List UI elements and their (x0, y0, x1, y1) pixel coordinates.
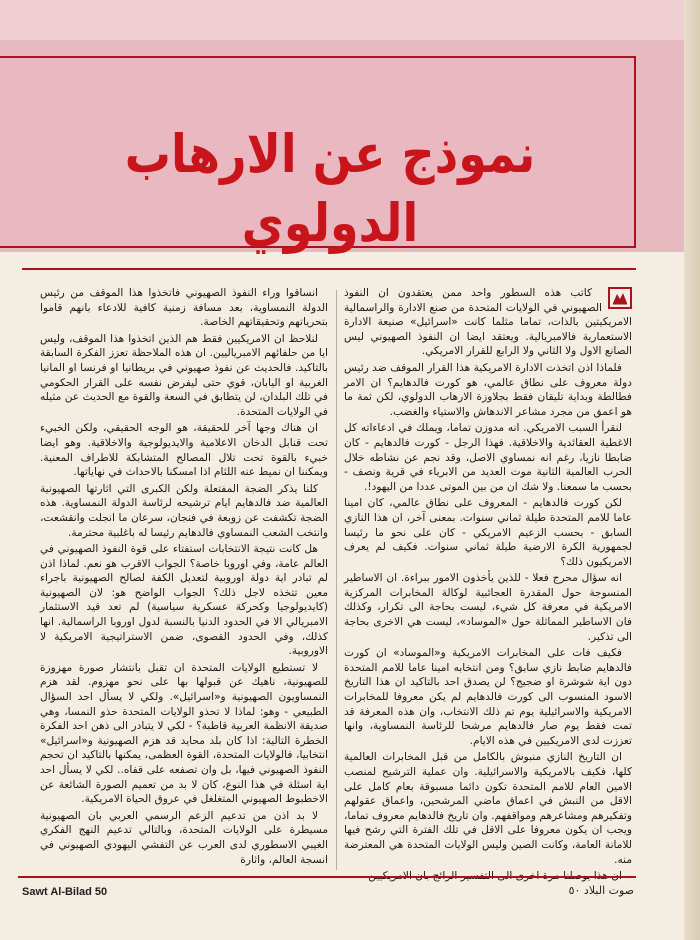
paragraph: انه سؤال محرج فعلا - للذين يأخذون الامور ببراءة. ان الاساطير المنسوجة حول المقدرة العجائبية لوكالة المخابرات المركزية الامريكية في معرفة كل شيء، ليست بحاجة الى تكرار، وكذلك فان الاساطير المماثلة حول «الموساد»، ليست هي الاخرى بحاجة الى تذكير. (344, 572, 632, 643)
paragraph: انساقوا وراء النفوذ الصهيوني فاتخذوا هذا الموقف من رئيس الدولة النمساوية، بعد مسافة زمنية كافية للادعاء بانهم قاموا بتحرياتهم وتحقيقاتهم الخاصة. (40, 287, 328, 329)
paragraph: فكيف فات على المخابرات الامريكية و«الموساد» ان كورت فالدهايم ضابط نازي سابق؟ ومن انتخابه امينا عاما للامم المتحدة دون اية شوشرة او ضجيج؟ لن يصدق احد بالتاكيد ان هذا التاريخ الاسود المنسوب الى كورت فالدهايم لم يكن معروفا للمخابرات الامريكية والاسرائيلية يوم تم ذلك الانتخاب، وان هذه المعرفة قد تمت فقط يوم صار فالدهايم مرشحا للرئاسة النمساوية، وانها تعززت لدى الامريكيين في هذه الايام. (344, 647, 632, 747)
footer-magazine-name-arabic: صوت البلاد ٥٠ (568, 884, 634, 897)
paragraph: لا بد اذن من تدعيم الزعم الرسمي العربي بان الصهيونية مسيطرة على الولايات المتحدة، وبالتالي تدعيم النهج الفكري الغيبي الاسطوري لدى العرب عن التفشي اليهودي الصهيوني في انسجة العالم، واثارة (40, 809, 328, 866)
bottom-red-rule (18, 876, 636, 878)
paragraph: لكن كورت فالدهايم - المعروف على نطاق عالمي، كان امينا عاما للامم المتحدة طيلة ثماني سنوات. بمعنى آخر، ان هذا النازي السابق - بحسب الزعيم الامريكي - كان على نحو ما رئيسا لجمهورية الكرة الارضية طيلة ثماني سنوات. فكيف لم يعرف الامريكيون ذلك؟ (344, 497, 632, 568)
magazine-logo-icon (608, 287, 632, 309)
banner-top-strip (0, 0, 700, 40)
paragraph: لنقرأ السبب الامريكي. انه مدوزن تماما، ويملك في ادعاءاته كل الاغطية العقائدية والاخلاقية. فهذا الرجل - كورت فالدهايم - كان ضابطا نازيا، رغم انه نمساوي الاصل، وقد نجم عن نشاطه خلال الحرب العالمية الثانية موت العديد من الابرياء في قرية ونصف - بحسب ما سمعنا. ولا شك ان من بين الموتى عددا من اليهود!. (344, 422, 632, 493)
top-red-rule (22, 268, 636, 270)
paragraph: فلماذا اذن اتخذت الادارة الامريكية هذا القرار الموقف ضد رئيس دولة معروف على نطاق عالمي، هو كورت فالدهايم؟ ان الامر فطالطة وبداية تليقان فقط بجلاوزة الارهاب الدولوي، لكن ثمة ما هو اعمق من مجرد مشاعر الاندهاش والاستياء والغضب. (344, 361, 632, 418)
paragraph: كاتب هذه السطور واحد ممن يعتقدون ان النفوذ الصهيوني في الولايات المتحدة من صنع الادارة والراسمالية الامريكيتين بالذات، تماما مثلما كانت «اسرائيل» صنيعة الادارة الاستعمارية فالامبريالية. ويعتقد ايضا ان النفوذ الصهيوني ليس الصانع الاول ولا الثاني ولا الرابع للقرار الامريكي. (344, 287, 632, 358)
article-title: نموذج عن الارهاب الدولوي (124, 122, 536, 254)
footer-magazine-name-english: Sawt Al-Bilad 50 (22, 886, 108, 898)
paragraph: كلنا يذكر الضجة المفتعلة ولكن الكبرى التي اثارتها الصهيونية العالمية ضد فالدهايم ايام ترشيحه لرئاسة الدولة النمساوية. هذه الضجة تكشفت عن زوبعة في فنجان، سرعان ما انجلت وانقشعت، وانتخب الشعب النمساوي فالدهايم رئيسا له باغلبية محترمة. (40, 482, 328, 539)
paragraph: لا تستطيع الولايات المتحدة ان تقبل بانتشار صورة مهزوزة للصهيونية، ناهيك عن قبولها بها على نحو مهزوم. لقد هزم النمساويون الصهيونية و«اسرائيل». ولكي لا يسأل احد السؤال الطبيعي - وهو: لماذا لا تحذو الولايات المتحدة حذو النمسا، وهي صديقة الانظمة العربية قاطبة؟ - لكي لا يتبادر الى ذهن احد الفكرة الخطرة التالية: اذا كان بلد محايد قد هزم الصهيونية و«اسرائيل» انتخابيا، فالولايات المتحدة، القوة العظمى، يمكنها بالتاكيد ان تحجم النفوذ الصهيوني فيها، بل وان تصفعه على قفاه.. لكي لا يسأل احد اية اسئلة في هذا النوع، كان لا بد من تعميم الصورة الشائعة عن الاخطبوط الصهيوني المتغلغل في عروق الحياة الامريكية. (40, 661, 328, 806)
column-divider (336, 290, 337, 870)
paragraph: ان هناك وجها آخر للحقيقة، هو الوجه الحقيقي، ولكن الخبيء تحت قنابل الدخان الاعلامية والايديولوجية والاخلاقية. وهو ايضا خبيء بالقوة تحت تلال المصالح المتشابكة للاطراف المعنية. ويمكننا ان نميط عنه اللثام اذا امسكنا بالاحداث في نهاياتها. (40, 422, 328, 479)
paragraph: لنلاحظ ان الامريكيين فقط هم الذين اتخذوا هذا الموقف، وليس ايا من حلفائهم الامبرياليين. ان هذه الملاحظة تعزز الفكرة السابقة بالتاكيد. فالحديث عن نفوذ صهيوني في بريطانيا او فرنسا او المانيا الغربية او اليابان، قوي حتى ليفرض نفسه على القرار الحكومي في تلك البلدان، لن يتطابق في السعة والقوة مع الحديث عن مثيله في الولايات المتحدة. (40, 332, 328, 418)
paragraph: ان التاريخ النازي منبوش بالكامل من قبل المخابرات العالمية كلها، فكيف بالامريكية والاسرائيلية. وان عملية الترشيح لمنصب الامين العام للامم المتحدة تكون دائما مسبوقة بعام كامل على الاقل من النبش في اعماق ماضي المرشحين، واعماق عقولهم وتفكيرهم ومشاعرهم ومواقفهم. وان تاريخ فالدهايم معروف تماما، ويجب ان يكون معروفا على الاقل في تلك الفترة التي رشح فيها للامانة العامة، وكانت الصين وليس الولايات المتحدة هي المعترضة منه. (344, 751, 632, 866)
article-column-left (40, 286, 328, 872)
article-column-right (344, 286, 632, 872)
paragraph: هل كانت نتيجة الانتخابات استفتاء على قوة النفوذ الصهيوني في العالم عامة، وفي اوروبا خاصة؟ الجواب الاقرب هو نعم. لماذا اذن لم تبادر اية دولة اوروبية لتعديل الكفة لصالح الصهيونية باجراء معين تتخذه لاجل ذلك؟ الجواب الواضح هو: لان الصهيونية (كايديولوجيا وكحركة عسكرية سياسية) لم تعد قيد الاستثمار الامبريالي الا في الحدود الدنيا بالنسبة لدول اوروبا الراسمالية. انها كذلك، وفي الحدود القصوى، ضمن الاستراتيجية الامريكية لا الاوروبية. (40, 543, 328, 658)
page-edge (684, 0, 700, 940)
